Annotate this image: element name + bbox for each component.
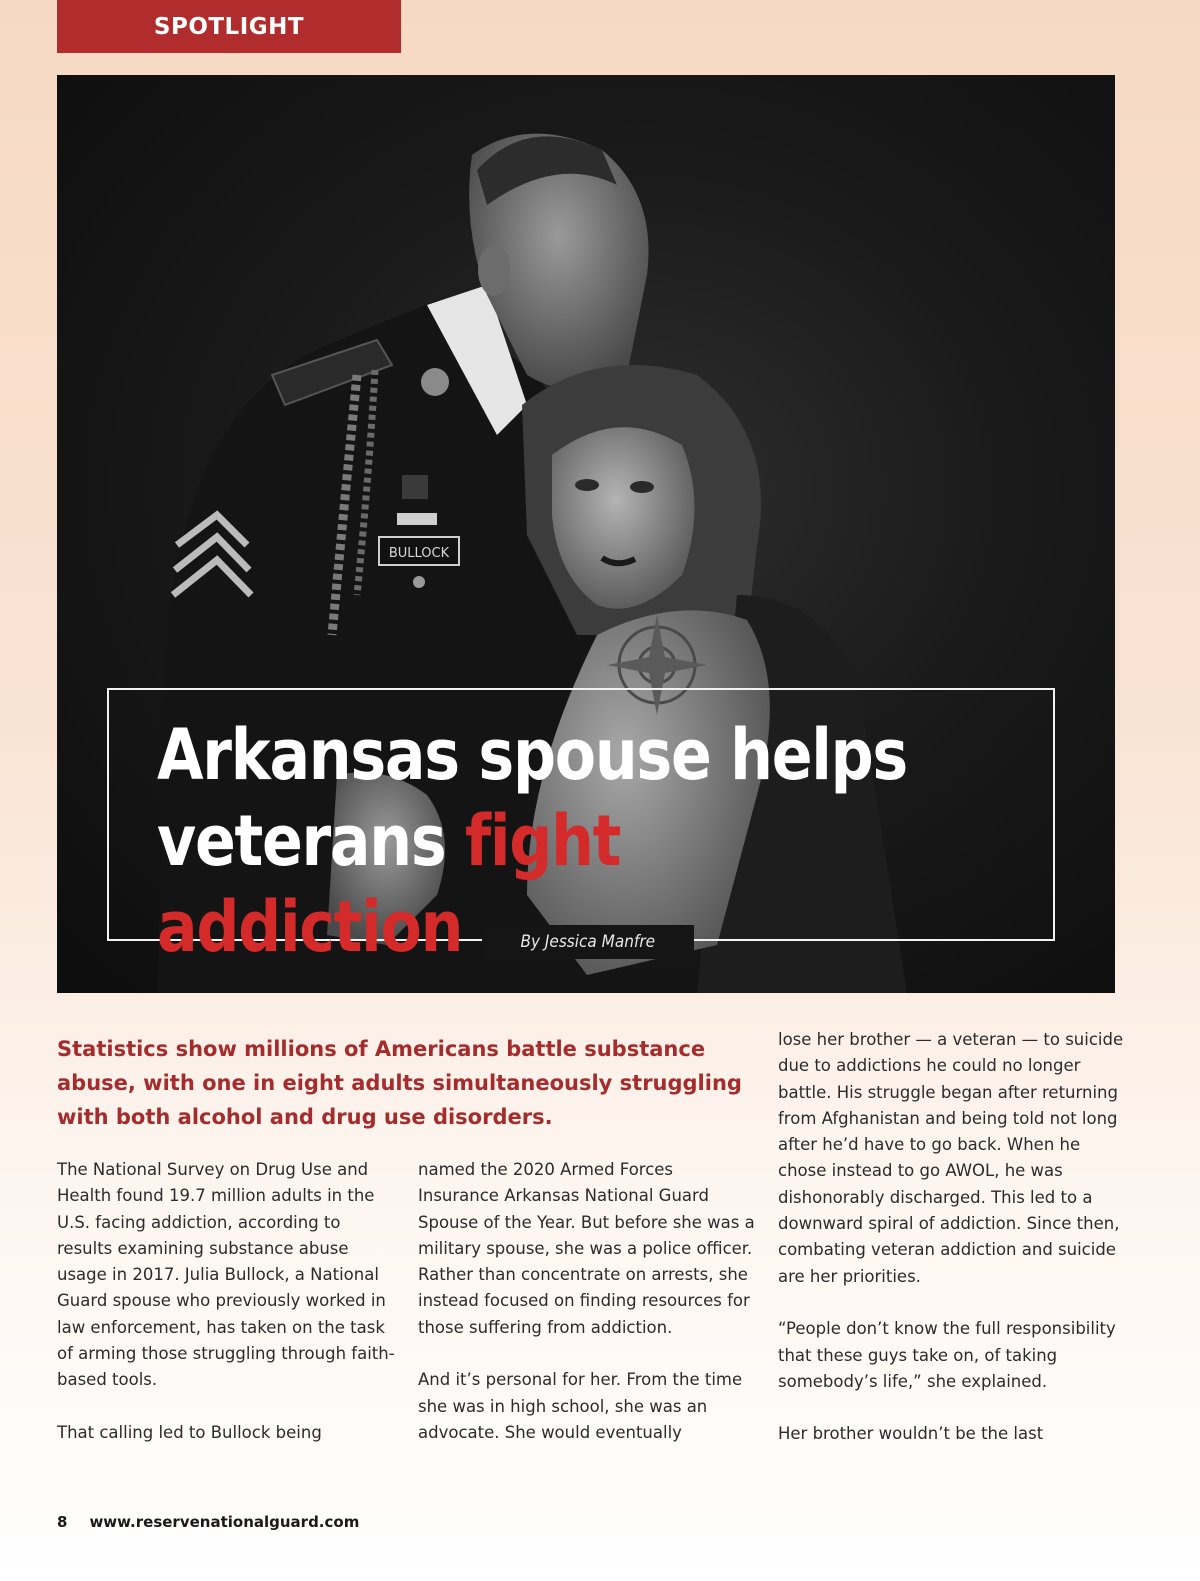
headline-line2: veterans [157,800,466,882]
body-paragraph: Her brother wouldn’t be the last [778,1424,1044,1444]
headline-accent: fight addiction [157,800,621,968]
body-paragraph: And it’s personal for her. From the time she was in high school, she was an advocate. She would eventually [418,1370,743,1442]
byline: By Jessica Manfre [520,932,656,952]
page-footer [57,1513,359,1531]
column-1 [57,1157,397,1446]
body-paragraph: named the 2020 Armed Forces Insurance Arkansas National Guard Spouse of the Year. But before she was a military spouse, she was a police officer. Rather than concentrate on arrests, she instead focused on finding resources for those suffering from addiction. [418,1160,755,1337]
column-2 [418,1157,758,1446]
nametag-text: BULLOCK [388,546,450,561]
headline-line1: Arkansas spouse helps [157,714,907,796]
column-3 [778,1027,1128,1448]
section-tag: SPOTLIGHT [57,0,401,53]
byline-container [482,925,694,959]
lede-paragraph: Statistics show millions of Americans battle substance abuse, with one in eight adults simultaneously struggling with both alcohol and drug use disorders. [57,1037,742,1129]
website-link[interactable]: www.reservenationalguard.com [89,1513,360,1531]
quote-paragraph: “People don’t know the full responsibility that these guys take on, of taking somebody’s life,” she explained. [778,1319,1116,1391]
body-paragraph: That calling led to Bullock being [57,1422,322,1442]
page-number: 8 [57,1513,68,1531]
body-paragraph: The National Survey on Drug Use and Health found 19.7 million adults in the U.S. facing addiction, according to results examining substance abuse usage in 2017. Julia Bullock, a National Guard spouse who previously worked in law enforcement, has taken on the task of arming those struggling through faith-based tools. [57,1160,395,1390]
body-paragraph: lose her brother — a veteran — to suicide due to addictions he could no longer battle. His struggle began after returning from Afghanistan and being told not long after he’d have to go back. When he chose instead to go AWOL, he was dishonorably discharged. This led to a downward spiral of addiction. Since then, combating veteran addiction and suicide are her priorities. [778,1030,1124,1286]
